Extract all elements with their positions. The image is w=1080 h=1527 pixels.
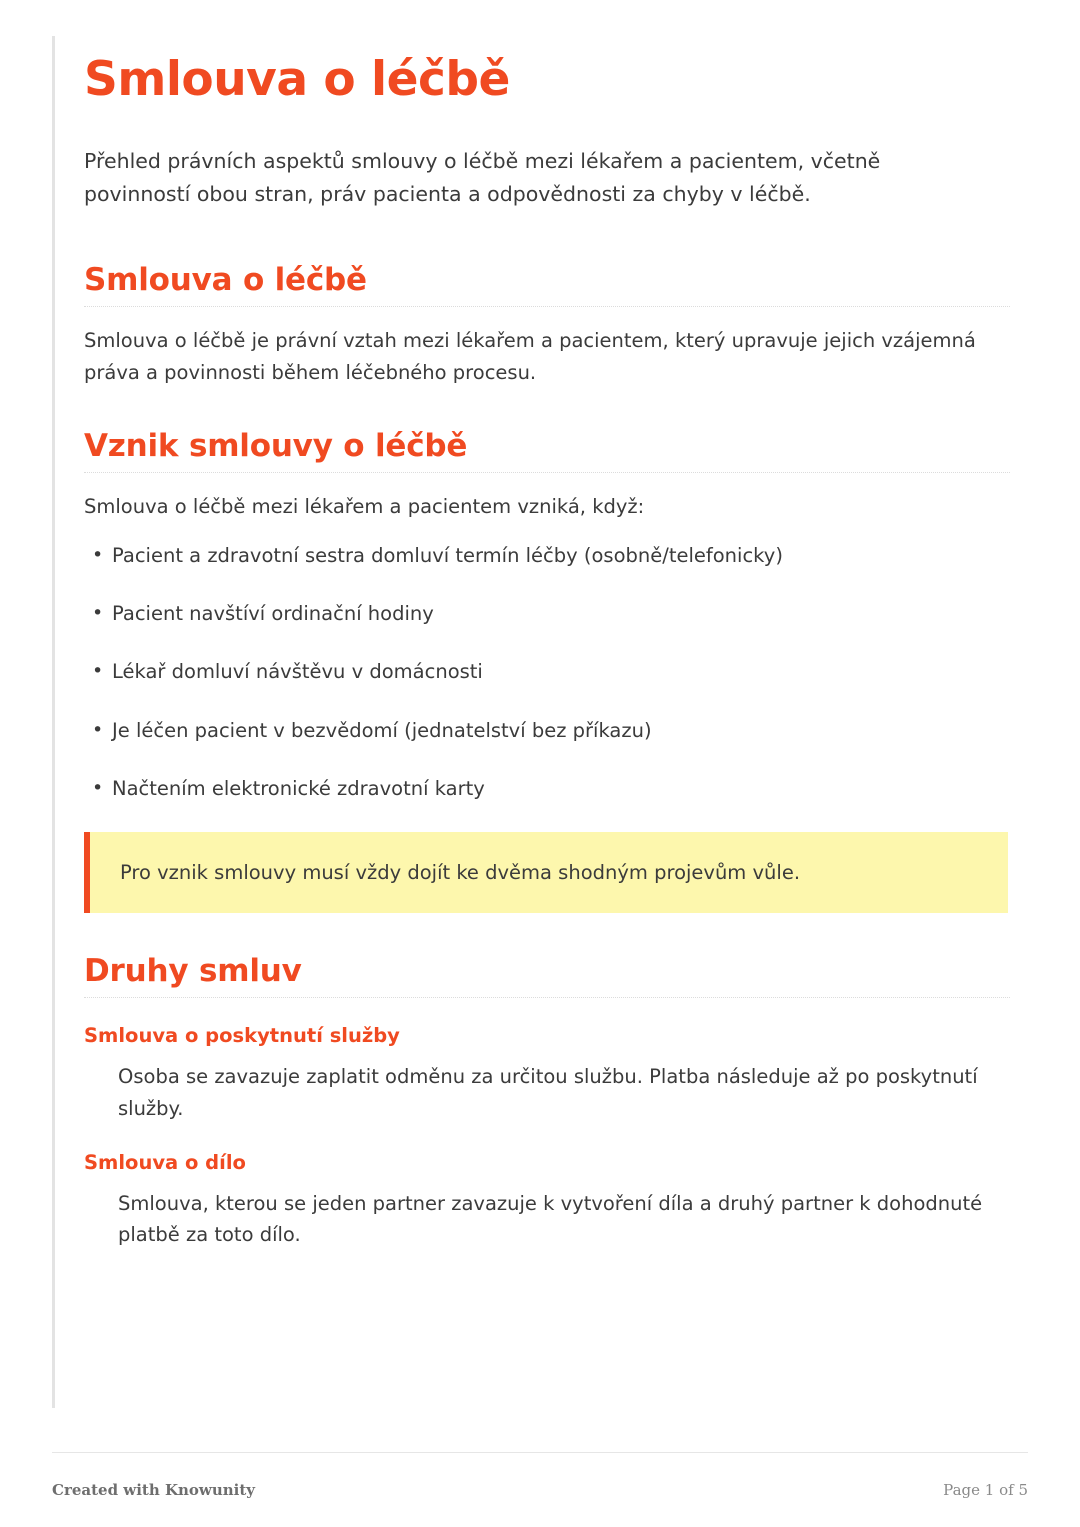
subsection-title-dilo: Smlouva o dílo	[84, 1150, 246, 1174]
spacer	[84, 913, 1010, 953]
section-paragraph-vznik-smlouvy: Smlouva o léčbě mezi lékařem a pacientem vzniká, když:	[84, 495, 645, 519]
page-footer	[52, 1481, 1028, 1499]
footer-page-number: Page 1 of 5	[943, 1481, 1028, 1499]
bullet-list-vznik-smlouvy	[84, 541, 1010, 803]
callout-box	[84, 832, 1008, 913]
section-paragraph-smlouva-o-lecbe: Smlouva o léčbě je právní vztah mezi lékařem a pacientem, který upravuje jejich vzájemná práva a povinnosti během léčebného procesu.	[84, 329, 976, 384]
callout-text: Pro vznik smlouvy musí vždy dojít ke dvěma shodným projevům vůle.	[120, 861, 801, 885]
subsection-text-dilo: Smlouva, kterou se jeden partner zavazuje k vytvoření díla a druhý partner k dohodnuté platbě za toto dílo.	[118, 1191, 983, 1247]
list-item: • Lékař domluví návštěvu v domácnosti	[84, 657, 1010, 686]
footer-divider	[52, 1452, 1028, 1453]
subsection-text-sluzba: Osoba se zavazuje zaplatit odměnu za určitou službu. Platba následuje až po poskytnutí služby.	[118, 1065, 978, 1121]
list-item: • Pacient navštíví ordinační hodiny	[84, 599, 1010, 628]
page-title: Smlouva o léčbě	[84, 52, 510, 107]
spacer	[84, 388, 1010, 428]
left-margin-rule	[52, 36, 55, 1408]
section-heading-druhy-smluv: Druhy smluv	[84, 953, 1010, 998]
section-heading-smlouva-o-lecbe: Smlouva o léčbě	[84, 262, 1010, 307]
section-heading-vznik-smlouvy: Vznik smlouvy o léčbě	[84, 428, 1010, 473]
list-item: • Je léčen pacient v bezvědomí (jednatelství bez příkazu)	[84, 716, 1010, 745]
document-content	[84, 52, 1010, 1251]
list-item: • Načtením elektronické zdravotní karty	[84, 774, 1010, 803]
footer-brand: Created with Knowunity	[52, 1481, 255, 1499]
subsection-title-sluzba: Smlouva o poskytnutí služby	[84, 1024, 400, 1048]
list-item: • Pacient a zdravotní sestra domluví termín léčby (osobně/telefonicky)	[84, 541, 1010, 570]
document-lead-paragraph: Přehled právních aspektů smlouvy o léčbě mezi lékařem a pacientem, včetně povinností obou stran, práv pacienta a odpovědnosti za chyby v léčbě.	[84, 149, 881, 206]
